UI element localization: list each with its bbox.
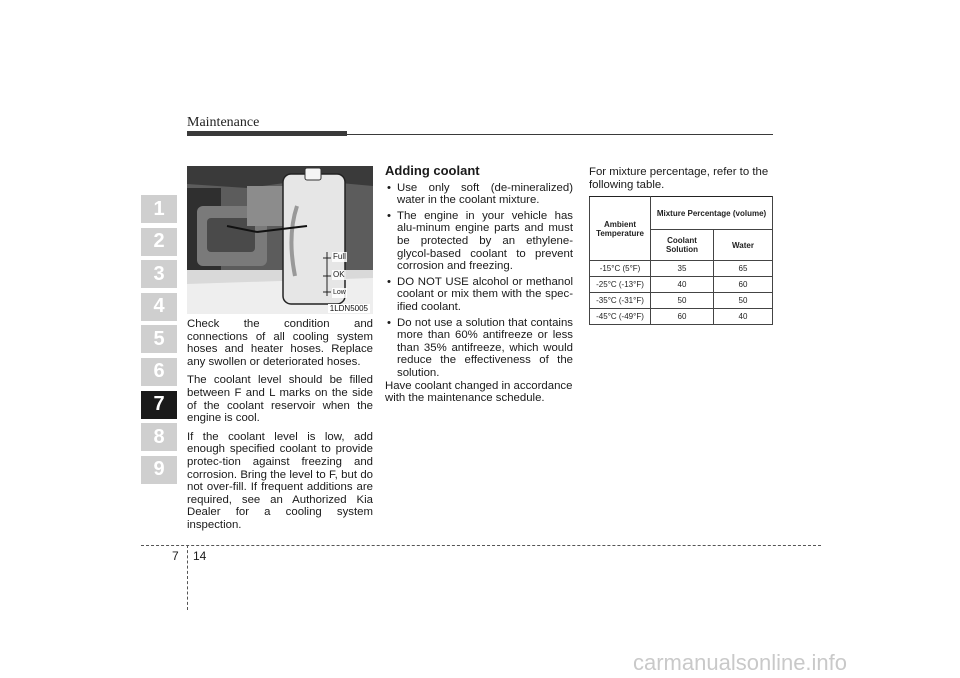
- cell-coolant: 50: [651, 293, 714, 309]
- chapter-tab-2[interactable]: 2: [141, 228, 177, 256]
- cell-coolant: 35: [651, 261, 714, 277]
- paragraph: The coolant level should be filled between F and L marks on the side of the coolant reservoir when the engine is cool.: [187, 374, 373, 425]
- chapter-tab-9[interactable]: 9: [141, 456, 177, 484]
- table-row: [590, 277, 773, 293]
- footer-divider: [187, 545, 188, 610]
- footer-rule: [141, 545, 821, 546]
- cell-temperature: -15°C (5°F): [590, 261, 651, 277]
- photo-code: 1LDN5005: [329, 304, 368, 313]
- mixture-intro: [589, 166, 774, 197]
- section-heading: Adding coolant: [385, 163, 480, 178]
- watermark: carmanualsonline.info: [633, 650, 848, 675]
- level-label-ok: OK: [333, 270, 345, 279]
- level-label-low: Low: [333, 289, 346, 296]
- header-water: Water: [714, 230, 773, 261]
- table-row: [590, 309, 773, 325]
- chapter-tabs: [141, 195, 177, 488]
- header-rule-thick: [187, 131, 347, 136]
- table-row: [590, 261, 773, 277]
- engine-coolant-photo: [187, 166, 373, 314]
- closing-paragraph: Have coolant changed in accordance with the maintenance schedule.: [385, 379, 573, 405]
- bullet-list: [385, 182, 573, 380]
- page-header-title: Maintenance: [187, 115, 260, 130]
- chapter-tab-4[interactable]: 4: [141, 293, 177, 321]
- header-rule-thin: [347, 134, 773, 135]
- cell-temperature: -35°C (-31°F): [590, 293, 651, 309]
- footer-page-number: 14: [193, 549, 207, 563]
- chapter-tab-7[interactable]: 7: [141, 391, 177, 419]
- cell-coolant: 60: [651, 309, 714, 325]
- header-coolant-solution: Coolant Solution: [651, 230, 714, 261]
- coolant-mixture-table: [589, 196, 773, 325]
- list-item: • The engine in your vehicle has alu-minum engine parts and must be protected by an ethylene-glycol-based coolant to prevent corrosion and freezing.: [385, 210, 573, 273]
- cell-water: 40: [714, 309, 773, 325]
- footer-chapter-number: 7: [172, 549, 179, 563]
- list-item: • Do not use a solution that contains more than 60% antifreeze or less than 35% antifreeze, which would reduce the effectiveness of the solution.: [385, 317, 573, 380]
- cell-water: 50: [714, 293, 773, 309]
- cell-temperature: -45°C (-49°F): [590, 309, 651, 325]
- header-mixture-percentage: Mixture Percentage (volume): [651, 197, 773, 230]
- paragraph: For mixture percentage, refer to the following table.: [589, 166, 769, 191]
- table-row: [590, 293, 773, 309]
- cell-water: 60: [714, 277, 773, 293]
- list-item: • DO NOT USE alcohol or methanol coolant or mix them with the spec-ified coolant.: [385, 276, 573, 314]
- cell-coolant: 40: [651, 277, 714, 293]
- chapter-tab-3[interactable]: 3: [141, 260, 177, 288]
- header-ambient-temperature: Ambient Temperature: [590, 197, 651, 261]
- list-item: • Use only soft (de-mineralized) water in the coolant mixture.: [385, 182, 573, 207]
- coolant-check-text: [187, 318, 373, 538]
- cell-water: 65: [714, 261, 773, 277]
- level-label-full: Full: [333, 252, 346, 261]
- chapter-tab-8[interactable]: 8: [141, 423, 177, 451]
- paragraph: If the coolant level is low, add enough specified coolant to provide protec-tion against freezing and corrosion. Bring the level to F, but do not over-fill. If frequent additions are required, see an Authorized Kia Dealer for a cooling system inspection.: [187, 430, 373, 531]
- table-header-row: [590, 197, 773, 230]
- adding-coolant-section: [385, 165, 573, 405]
- chapter-tab-5[interactable]: 5: [141, 325, 177, 353]
- chapter-tab-1[interactable]: 1: [141, 195, 177, 223]
- cell-temperature: -25°C (-13°F): [590, 277, 651, 293]
- paragraph: Check the condition and connections of all cooling system hoses and heater hoses. Replace any swollen or deteriorated hoses.: [187, 318, 373, 368]
- chapter-tab-6[interactable]: 6: [141, 358, 177, 386]
